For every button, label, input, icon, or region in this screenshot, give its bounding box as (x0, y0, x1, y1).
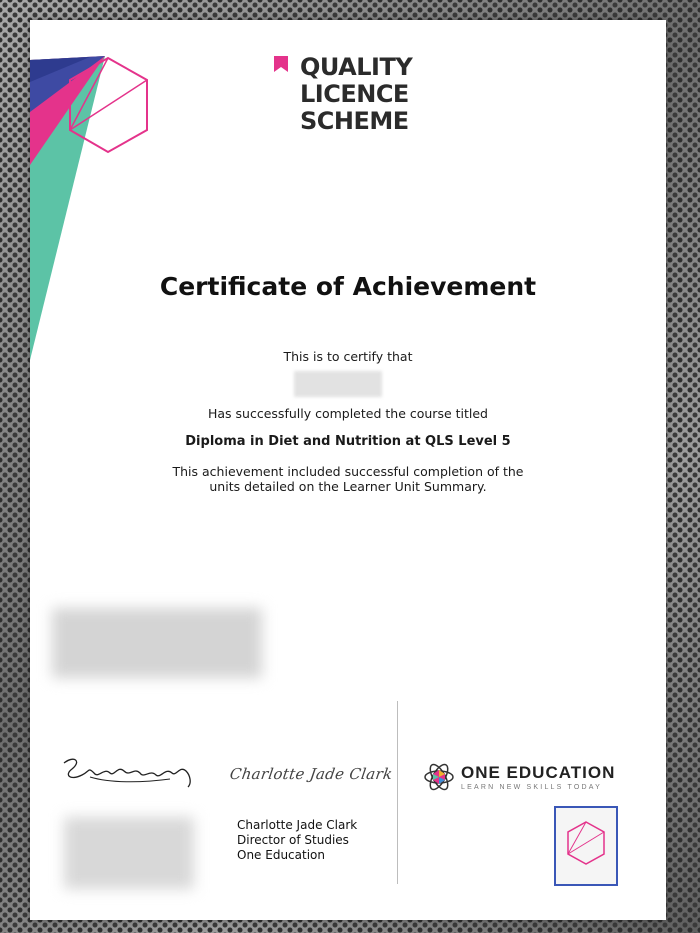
completed-text: Has successfully completed the course titled (208, 406, 488, 421)
qls-line-1: QUALITY (300, 53, 413, 81)
qr-seal (554, 806, 618, 886)
vertical-divider (397, 701, 398, 884)
signatory-organisation: One Education (237, 848, 325, 862)
achievement-line-2: units detailed on the Learner Unit Summary. (209, 479, 487, 494)
signatory-role: Director of Studies (237, 833, 349, 847)
qls-wordmark (300, 54, 412, 135)
qls-line-3: SCHEME (300, 107, 409, 135)
atom-icon (423, 761, 455, 793)
course-title: Diploma in Diet and Nutrition at QLS Level 5 (185, 434, 511, 449)
quality-licence-scheme-logo (274, 53, 434, 136)
one-education-logo (423, 761, 623, 801)
handwritten-signature-2: Charlotte Jade Clark (228, 765, 394, 783)
one-education-tagline: LEARN NEW SKILLS TODAY (461, 784, 602, 791)
qls-line-2: LICENCE (300, 80, 409, 108)
corner-geometric-art (30, 20, 160, 370)
achievement-line-1: This achievement included successful completion of the (172, 464, 524, 479)
certificate-title: Certificate of Achievement (159, 272, 537, 301)
certificate-sheet (30, 20, 666, 920)
one-education-name: ONE EDUCATION (461, 763, 616, 782)
handwritten-signature-1 (60, 753, 200, 793)
hexagon-seal-icon (556, 808, 616, 884)
signatory-block (237, 818, 357, 863)
recipient-name-redacted (294, 371, 382, 397)
redacted-block-bottom (64, 817, 194, 889)
signatory-name: Charlotte Jade Clark (237, 818, 358, 832)
achievement-text (30, 464, 666, 494)
certify-text: This is to certify that (283, 349, 413, 364)
redacted-block-top (52, 608, 262, 678)
bookmark-icon (274, 56, 288, 72)
